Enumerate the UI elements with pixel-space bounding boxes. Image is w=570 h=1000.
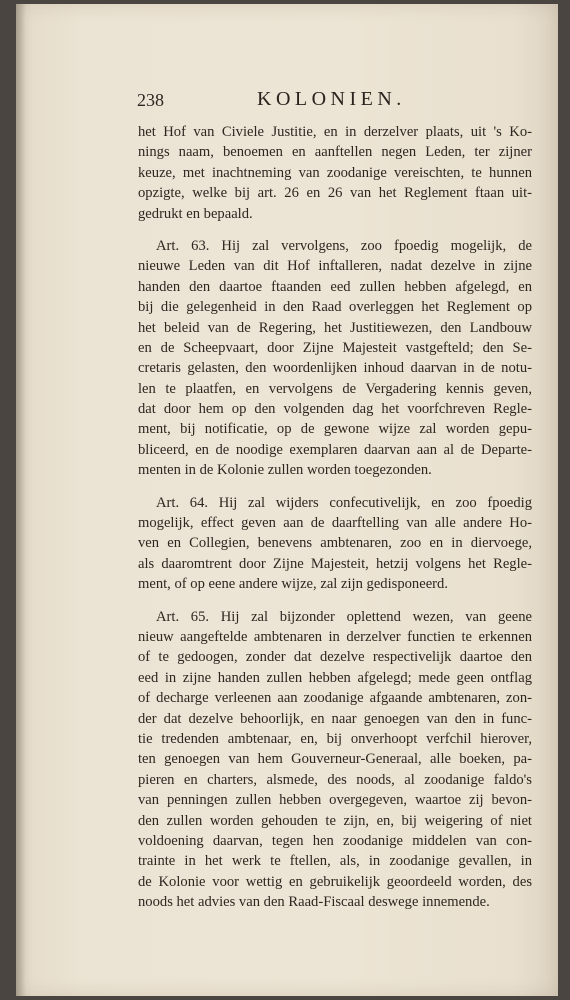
paragraph-art-64	[138, 493, 532, 595]
text-line: opzigte, welke bij art. 26 en 26 van het Reglement ftaan uit-	[138, 185, 532, 202]
text-line: tie tredenden ambtenaar, en, bij onverhoopt verfchil hierover,	[138, 730, 532, 747]
text-line: bliceerd, en de noodige exemplaren daarvan aan al de Departe-	[138, 441, 532, 458]
text-line: als daaromtrent door Zijne Majesteit, hetzij volgens het Regle-	[138, 555, 532, 572]
text-line: ten genoegen van hem Gouverneur-Generaal, alle boeken, pa-	[138, 751, 532, 768]
page-gutter-shadow	[16, 4, 26, 996]
text-line: voldoening daarvan, tegen hen zoodanige middelen van con-	[138, 832, 532, 849]
text-line: len te plaatfen, en vervolgens de Vergadering kennis geven,	[138, 380, 532, 397]
text-line: dat door hem op den volgenden dag het voorfchreven Regle-	[138, 401, 532, 418]
text-line: de Kolonie voor wettig en gebruikelijk geoordeeld worden, des	[138, 873, 532, 890]
text-line: menten in de Kolonie zullen worden toegezonden.	[138, 462, 432, 479]
text-line: pieren en charters, alsmede, des noods, al zoodanige faldo's	[138, 771, 532, 788]
paragraph-gap	[138, 481, 532, 493]
text-line: handen den daartoe ftaanden eed zullen hebben afgelegd, en	[138, 278, 532, 295]
text-line: het beleid van de Regering, het Justitiewezen, den Landbouw	[138, 319, 532, 336]
page-header	[137, 88, 517, 112]
text-line: Art. 63. Hij zal vervolgens, zoo fpoedig mogelijk, de	[156, 237, 532, 254]
text-line: der dat dezelve behoorlijk, en naar genoegen van den in func-	[138, 710, 532, 727]
text-line: nieuwe Leden van dit Hof inftalleren, nadat dezelve in zijne	[138, 258, 532, 275]
paragraph-gap	[138, 224, 532, 236]
text-line: trainte in het werk te ftellen, als, in zoodanige gevallen, in	[138, 853, 532, 870]
text-line: bij die gelegenheid in den Raad overleggen het Reglement op	[138, 299, 532, 316]
paragraph-art-65	[138, 607, 532, 913]
text-line: Art. 65. Hij zal bijzonder oplettend wezen, van geene	[156, 608, 532, 625]
paragraph-gap	[138, 595, 532, 607]
text-line: eed in zijne handen zullen hebben afgelegd; mede geen ontflag	[138, 669, 532, 686]
text-line: het Hof van Civiele Justitie, en in derzelver plaats, uit 's Ko-	[138, 124, 532, 140]
body-text	[138, 122, 532, 912]
running-title: KOLONIEN.	[257, 88, 406, 110]
text-line: of te gedoogen, zonder dat dezelve respectivelijk daartoe den	[138, 649, 532, 666]
text-line: noods het advies van den Raad-Fiscaal deswege innemende.	[138, 894, 490, 911]
text-line: den zullen worden gehouden te zijn, en, bij weigering of niet	[138, 812, 532, 829]
page-number: 238	[137, 90, 164, 110]
text-line: ven en Collegien, benevens ambtenaren, zoo en in diervoege,	[138, 535, 532, 552]
text-line: mogelijk, effect geven aan de daarftelling van alle andere Ho-	[138, 515, 532, 532]
text-line: van penningen zullen hebben overgegeven, waartoe zij bevon-	[138, 792, 532, 809]
paragraph-continuation	[138, 122, 532, 224]
text-line: cretaris gelasten, den woordenlijken inhoud daarvan in de notu-	[138, 360, 532, 377]
text-line: en de Scheepvaart, door Zijne Majesteit vastgefteld; den Se-	[138, 339, 532, 356]
paragraph-art-63	[138, 236, 532, 481]
text-line: Art. 64. Hij zal wijders confecutivelijk, en zoo fpoedig	[156, 494, 532, 511]
text-line: keuze, met inachtneming van zoodanige vereischten, te hunnen	[138, 164, 532, 181]
text-line: ment, of op eene andere wijze, zal zijn gedisponeerd.	[138, 576, 448, 593]
text-line: of decharge verleenen aan zoodanige afgaande ambtenaren, zon-	[138, 690, 532, 707]
text-line: gedrukt en bepaald.	[138, 205, 253, 222]
text-line: nings naam, benoemen en aanftellen negen Leden, ter zijner	[138, 144, 532, 161]
text-line: ment, bij notificatie, op de gewone wijze zal worden gepu-	[138, 421, 532, 438]
text-line: nieuw aangeftelde ambtenaren in derzelver functien te erkennen	[138, 628, 532, 645]
